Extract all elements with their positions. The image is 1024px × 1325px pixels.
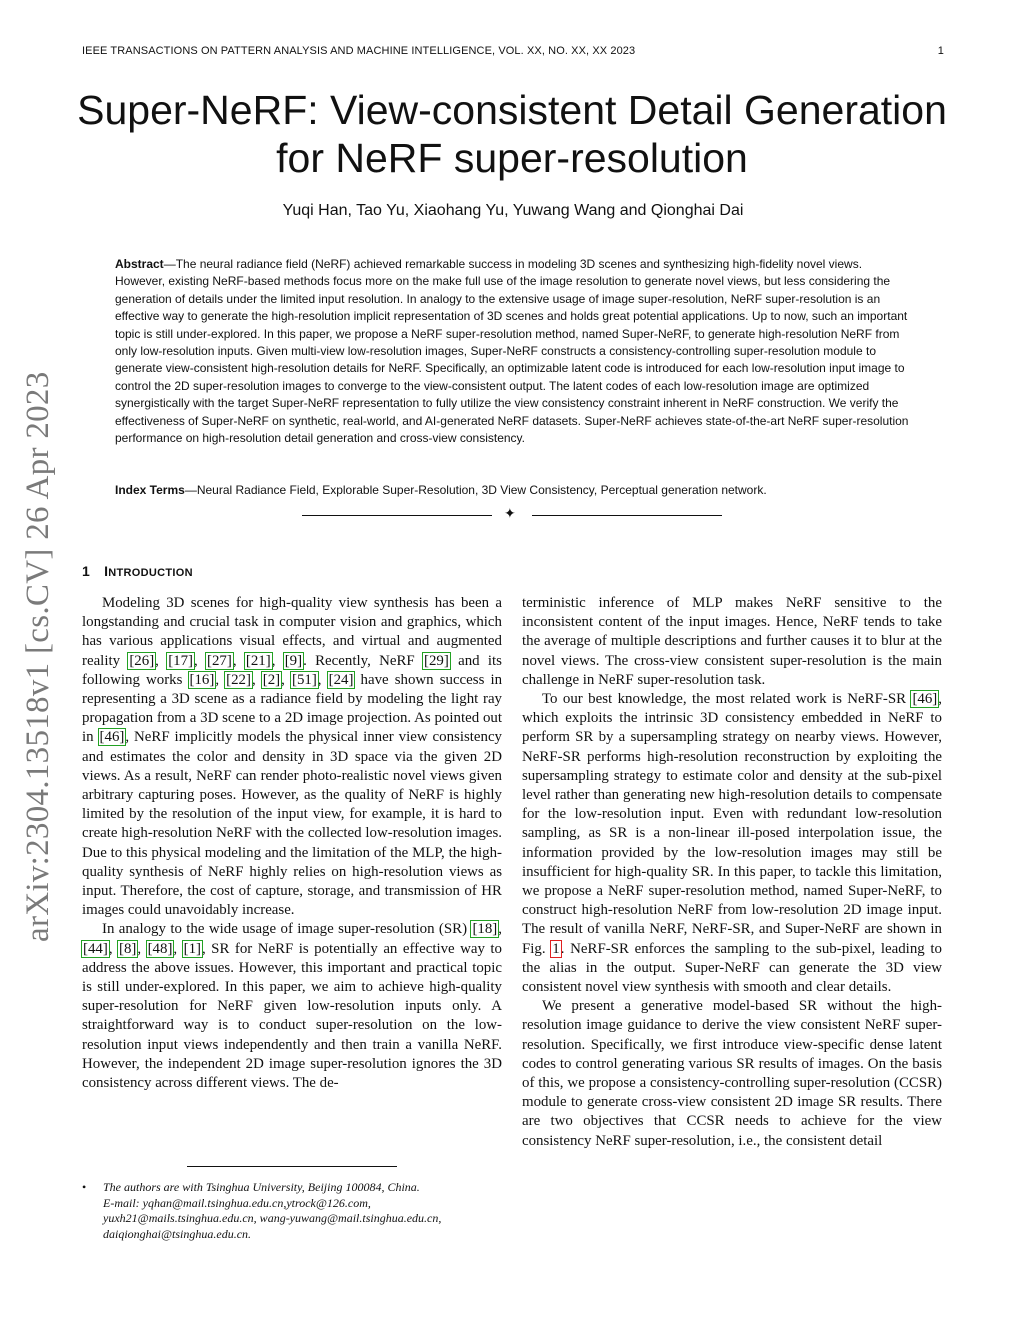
- journal-header: IEEE TRANSACTIONS ON PATTERN ANALYSIS AND MACHINE INTELLIGENCE, VOL. XX, NO. XX, XX 2023: [82, 45, 636, 57]
- paragraph: We present a generative model-based SR without the high-resolution image guidance to derive the view consistent NeRF super-resolution. Specifically, we first introduce view-specific dense latent codes to control generating various SR results of images. On the basis of this, we propose a consistency-controlling super-resolution (CCSR) module to generate cross-view consistent 2D image SR results. There are two objectives that CCSR needs to achieve for the view consistency NeRF super-resolution, i.e., the consistent detail: [522, 998, 942, 1149]
- text-run: , SR for NeRF is potentially an effective way to address the above issues. However, this important and practical topic is still under-explored. In this paper, we aim to achieve high-quality super-resolution for NeRF given low-resolution inputs only. A straightforward way is to conduct super-resolution on the low-resolution input views independently and then train a vanilla NeRF. However, the independent 2D image super-resolution ignores the 3D consistency across different views. The de-: [82, 940, 502, 1092]
- citation-link[interactable]: [48]: [147, 940, 173, 957]
- text-run: ,: [251, 671, 262, 688]
- index-terms-text: —Neural Radiance Field, Explorable Super-Resolution, 3D View Consistency, Perceptual generation network.: [184, 483, 767, 497]
- text-run: ,: [155, 652, 168, 669]
- text-run: and its following works: [82, 652, 502, 688]
- footnote-bullet: •: [82, 1180, 87, 1194]
- text-run: Modeling 3D scenes for high-quality view synthesis has been a longstanding and crucial task in computer vision and graphics, which has various applications visual effects, and virtual and augmented reality: [82, 595, 502, 669]
- citation-link[interactable]: [46]: [912, 691, 938, 708]
- paper-title-line-1: Super-NeRF: View-consistent Detail Generation: [77, 87, 947, 133]
- paragraph: [82, 594, 502, 920]
- footnote-line: yuxh21@mails.tsinghua.edu.cn, wang-yuwang@mail.tsinghua.edu.cn,: [103, 1211, 442, 1225]
- section-divider: [302, 507, 722, 523]
- text-run: ,: [215, 671, 226, 688]
- citation-link[interactable]: [26]: [129, 652, 155, 669]
- footnote-rule: [187, 1166, 397, 1167]
- author-list: Yuqi Han, Tao Yu, Xiaohang Yu, Yuwang Wang and Qionghai Dai: [282, 202, 744, 219]
- text-run: . Recently, NeRF: [303, 652, 423, 669]
- running-header: [82, 45, 944, 57]
- text-run: ,: [108, 940, 119, 957]
- section-number: 1: [82, 563, 91, 579]
- text-run: , NeRF implicitly models the physical inner view consistency and estimates the color and density in 3D space via the given 2D views. As a result, NeRF can render photo-realistic novel views given arbitrary capturing poses. However, as the quality of NeRF is highly limited by the resolution of the input view, for example, it is hard to create high-resolution NeRF with the collected low-resolution images. Due to this physical modeling and the limitation of the MLP, the high-quality synthesis of NeRF highly relies on high-resolution views as input. Therefore, the cost of capture, storage, and transmission of HR images could unavoidably increase.: [82, 729, 503, 919]
- text-run: ,: [281, 671, 291, 688]
- index-terms: [115, 482, 911, 499]
- citation-link[interactable]: [16]: [189, 671, 215, 688]
- author-footnote: [82, 1180, 502, 1242]
- citation-link[interactable]: [29]: [423, 652, 449, 669]
- footnote-line: The authors are with Tsinghua University, Beijing 100084, China.: [103, 1180, 420, 1194]
- abstract-text: —The neural radiance field (NeRF) achieved remarkable success in modeling 3D scenes and synthesizing high-fidelity novel views. However, existing NeRF-based methods focus more on the make full use of the image resolution to generate novel views, but less considering the generation of details under the limited input resolution. In analogy to the extensive usage of image super-resolution, NeRF super-resolution is an effective way to generate the high-resolution implicit representation of 3D scenes and holds great potential applications. Up to now, such an important topic is still under-explored. In this paper, we propose a NeRF super-resolution method, named Super-NeRF, to generate high-resolution NeRF from only low-resolution inputs. Given multi-view low-resolution images, Super-NeRF constructs a consistency-controlling super-resolution module to generate view-consistent high-resolution details for NeRF. Specifically, an optimizable latent code is introduced for each low-resolution input image to control the 2D super-resolution images to converge to the view-consistent output. The latent codes of each low-resolution image are optimized synergistically with the target Super-NeRF representation to fully utilize the view consistency constraint inherent in NeRF construction. We verify the effectiveness of Super-NeRF on synthetic, real-world, and AI-generated NeRF datasets. Super-NeRF achieves state-of-the-art NeRF super-resolution performance on high-resolution detail generation and cross-view consistency.: [115, 257, 909, 446]
- text-run: ,: [498, 921, 502, 938]
- citation-link[interactable]: [51]: [291, 671, 317, 688]
- page-number: 1: [937, 45, 944, 57]
- text-run: ,: [271, 652, 284, 669]
- citation-link[interactable]: [22]: [226, 671, 251, 688]
- citation-link[interactable]: [9]: [284, 652, 303, 669]
- citation-link[interactable]: [18]: [472, 921, 498, 938]
- right-column: [522, 594, 942, 1151]
- citation-link[interactable]: [46]: [99, 729, 125, 746]
- abstract: [115, 256, 911, 447]
- citation-link[interactable]: [8]: [119, 940, 137, 957]
- text-run: ,: [194, 652, 207, 669]
- footnote-line: daiqionghai@tsinghua.edu.cn.: [103, 1226, 252, 1241]
- paragraph: terministic inference of MLP makes NeRF sensitive to the inconsistent content of the input images. Hence, NeRF tends to take the average of multiple descriptions and further causes it to blur at the novel views. The cross-view consistent super-resolution is the main challenge in NeRF super-resolution task.: [522, 595, 942, 688]
- paragraph: [82, 920, 502, 1093]
- section-heading-introduction: [82, 563, 193, 579]
- text-run: ,: [137, 940, 147, 957]
- text-run: ,: [232, 652, 245, 669]
- paper-title-line-2: for NeRF super-resolution: [276, 135, 748, 181]
- text-run: ,: [173, 940, 183, 957]
- figure-link[interactable]: 1: [552, 940, 560, 957]
- paper-title: [60, 86, 964, 182]
- citation-link[interactable]: [44]: [83, 940, 108, 957]
- text-run: have shown success in representing a 3D scene as a radiance field by modeling the light ray propagation from a 3D scene to a 2D image projection. As pointed out in: [82, 671, 503, 746]
- citation-link[interactable]: [2]: [262, 671, 281, 688]
- text-run: ,: [317, 671, 328, 688]
- text-run: , which exploits the intrinsic 3D consistency embedded in NeRF to perform SR by a supersampling strategy on nearby views. However, NeRF-SR performs high-resolution reconstruction by exploiting the supersampling strategy to estimate color and density at the sub-pixel level rather than generating new high-resolution details to compensate for the low-resolution input. Even with redundant low-resolution sampling, as SR is a non-linear ill-posed interpolation issue, the information provided by the low-resolution images may still be insufficient for high-quality SR. In this paper, to tackle this limitation, we propose a NeRF super-resolution method, named Super-NeRF, to construct high-resolution NeRF from low-resolution 2D image input. The result of vanilla NeRF, NeRF-SR, and Super-NeRF are shown in Fig.: [522, 691, 942, 957]
- section-title-rest: NTRODUCTION: [108, 567, 193, 579]
- citation-link[interactable]: [21]: [245, 652, 271, 669]
- text-run: To our best knowledge, the most related work is NeRF-SR: [542, 691, 912, 708]
- arxiv-identifier: arXiv:2304.13518v1 [cs.CV] 26 Apr 2023: [20, 371, 56, 942]
- divider-line-left: [302, 515, 492, 516]
- divider-star-icon: ✦: [504, 507, 516, 522]
- citation-link[interactable]: [17]: [168, 652, 193, 669]
- abstract-label: Abstract: [115, 257, 164, 271]
- left-column: [82, 594, 502, 1093]
- citation-link[interactable]: [1]: [183, 940, 201, 957]
- footnote-line: E-mail: yqhan@mail.tsinghua.edu.cn,ytrock@126.com,: [103, 1195, 371, 1210]
- text-run: . NeRF-SR enforces the sampling to the sub-pixel, leading to the alias in the output. Super-NeRF can generate the 3D view consistent novel view synthesis with smooth and clear details.: [522, 940, 942, 996]
- index-terms-label: Index Terms: [115, 483, 185, 497]
- paragraph: [522, 690, 942, 997]
- section-title-initial: I: [104, 563, 109, 579]
- divider-line-right: [532, 515, 722, 516]
- citation-link[interactable]: [27]: [207, 652, 232, 669]
- citation-link[interactable]: [24]: [328, 671, 354, 688]
- text-run: In analogy to the wide usage of image super-resolution (SR): [102, 921, 472, 938]
